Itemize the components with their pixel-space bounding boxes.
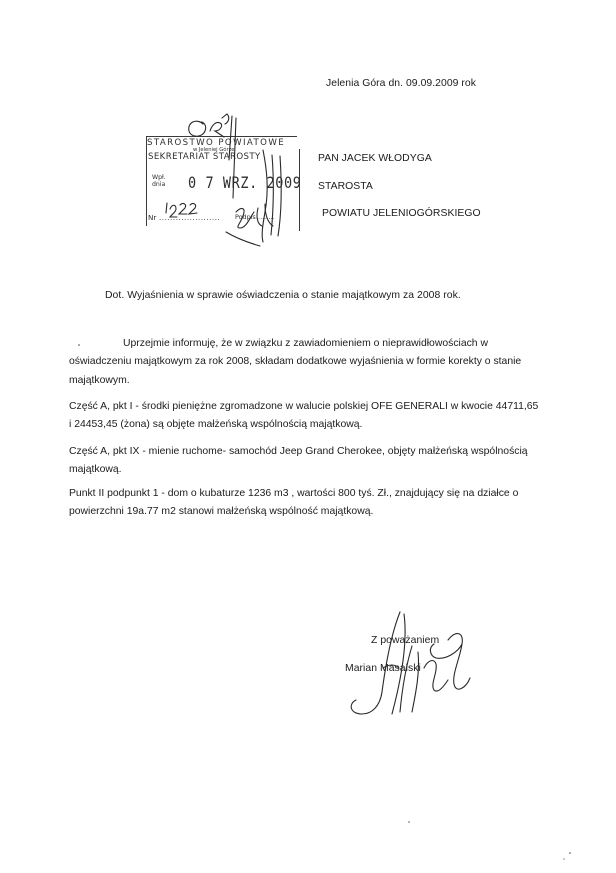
body-p2-line-2: i 24453,45 (żona) są objęte małżeńską wspólnością majątkową. (69, 419, 363, 431)
stamp-secretariat: SEKRETARIAT STAROSTY (148, 152, 261, 162)
recipient-office: POWIATU JELENIOGÓRSKIEGO (322, 208, 481, 219)
body-p4-line-1: Punkt II podpunkt 1 - dom o kubaturze 1236 m3 , wartości 800 tyś. Zł., znajdujący się na działce o (69, 488, 519, 499)
body-p3-line-1: Część A, pkt IX - mienie ruchome- samochód Jeep Grand Cherokee, objęty małżeńską wspólnością (69, 446, 528, 457)
stamp-city: w Jeleniej Górze (193, 147, 235, 153)
stamp-received-label-2: dnia (152, 181, 166, 188)
body-p1-line-3: majątkowym. (69, 374, 130, 386)
recipient-name: PAN JACEK WŁODYGA (318, 153, 432, 164)
stamp-office: STAROSTWO POWIATOWE (147, 138, 286, 148)
body-p2-line-1: Część A, pkt I - środki pieniężne zgromadzone w walucie polskiej OFE GENERALI w kwocie 44711,65 (69, 401, 539, 412)
body-p4-line-2: powierzchni 19a.77 m2 stanowi małżeńską wspólność majątkową. (69, 506, 374, 518)
signatory-name: Marian Masalski (345, 663, 421, 674)
place-date: Jelenia Góra dn. 09.09.2009 rok (326, 78, 477, 89)
stamp-number-dots: ...................... (159, 213, 221, 222)
stamp-received-date: 0 7 WRZ. 2009 (188, 174, 302, 193)
stamp-signature-label: Podpis (235, 213, 256, 221)
body-p1-line-1: Uprzejmie informuję, że w związku z zawiadomieniem o nieprawidłowościach w (123, 338, 488, 349)
body-p1-line-2: oświadczeniu majątkowym za rok 2008, składam dodatkowe wyjaśnienia w formie korekty o stanie (69, 356, 522, 368)
stamp-number-label: Nr (148, 213, 157, 222)
stamp-received-label-1: Wpł. (152, 174, 166, 181)
body-p3-line-2: majątkową. (69, 464, 122, 476)
closing-regards: Z poważaniem (371, 635, 440, 646)
stamp-signature-dots: ......... (256, 213, 275, 221)
subject-line: Dot. Wyjaśnienia w sprawie oświadczenia o stanie majątkowym za 2008 rok. (105, 290, 461, 301)
recipient-title: STAROSTA (318, 181, 373, 192)
